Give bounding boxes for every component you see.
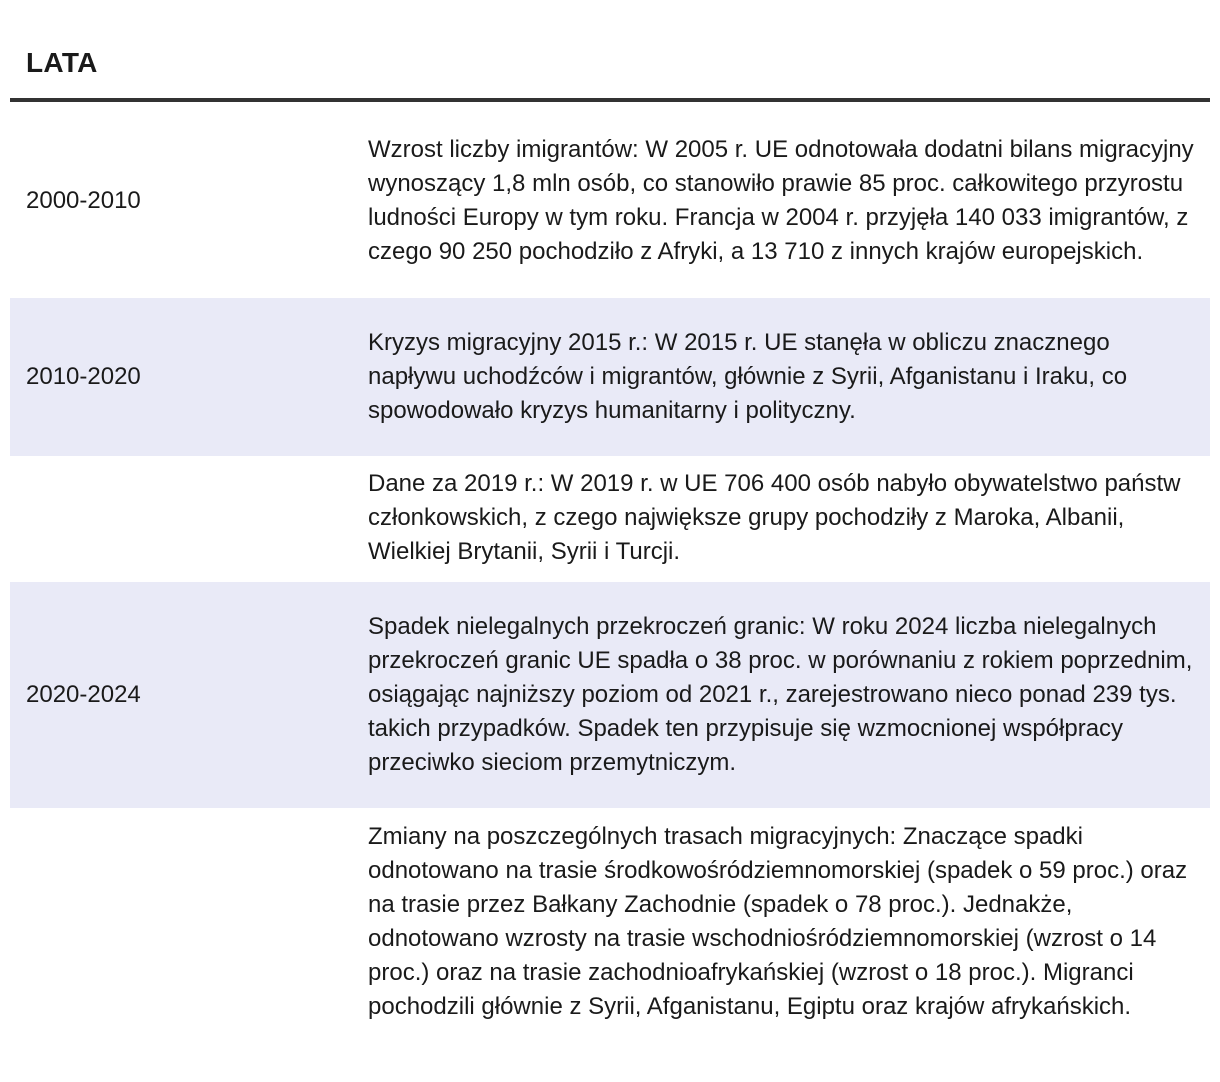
- table-row: [10, 297, 1210, 456]
- years-cell: 2010-2020: [10, 297, 368, 456]
- description-cell: Kryzys migracyjny 2015 r.: W 2015 r. UE stanęła w obliczu znacznego napływu uchodźców i migrantów, głównie z Syrii, Afganistanu i Iraku, co spowodowało kryzys humanitarny i polityczny.: [368, 297, 1210, 456]
- table-row: [10, 102, 1210, 297]
- table-header: [10, 0, 1210, 102]
- description-cell: Wzrost liczby imigrantów: W 2005 r. UE odnotowała dodatni bilans migracyjny wynoszący 1,8 mln osób, co stanowiło prawie 85 proc. całkowitego przyrostu ludności Europy w tym roku. Francja w 2004 r. przyjęła 140 033 imigrantów, z czego 90 250 pochodziło z Afryki, a 13 710 z innych krajów europejskich.: [368, 136, 1194, 265]
- years-cell: [10, 808, 368, 1082]
- timeline-table-container: [10, 0, 1210, 1082]
- description-cell: Spadek nielegalnych przekroczeń granic: W roku 2024 liczba nielegalnych przekroczeń granic UE spadła o 38 proc. w porównaniu z rokiem poprzednim, osiągając najniższy poziom od 2021 r., zarejestrowano nieco ponad 239 tys. takich przypadków. Spadek ten przypisuje się wzmocnionej współpracy przeciwko sieciom przemytniczym.: [368, 581, 1210, 808]
- table-row: [10, 456, 1210, 581]
- table-row: [10, 581, 1210, 808]
- migration-timeline-table: [10, 102, 1210, 1082]
- years-cell: 2020-2024: [10, 581, 368, 808]
- column-header-years: LATA: [26, 47, 98, 78]
- years-cell: 2000-2010: [26, 187, 141, 214]
- table-row: [10, 808, 1210, 1082]
- description-cell: Zmiany na poszczególnych trasach migracyjnych: Znaczące spadki odnotowano na trasie środkowośródziemnomorskiej (spadek o 59 proc.) oraz na trasie przez Bałkany Zachodnie (spadek o 78 proc.). Jednakże, odnotowano wzrosty na trasie wschodniośródziemnomorskiej (wzrost o 14 proc.) oraz na trasie zachodnioafrykańskiej (wzrost o 18 proc.). Migranci pochodzili głównie z Syrii, Afganistanu, Egiptu oraz krajów afrykańskich.: [368, 823, 1188, 1020]
- description-cell: Dane za 2019 r.: W 2019 r. w UE 706 400 osób nabyło obywatelstwo państw członkowskich, z czego największe grupy pochodziły z Maroka, Albanii, Wielkiej Brytanii, Syrii i Turcji.: [368, 470, 1181, 565]
- years-cell: [10, 456, 368, 581]
